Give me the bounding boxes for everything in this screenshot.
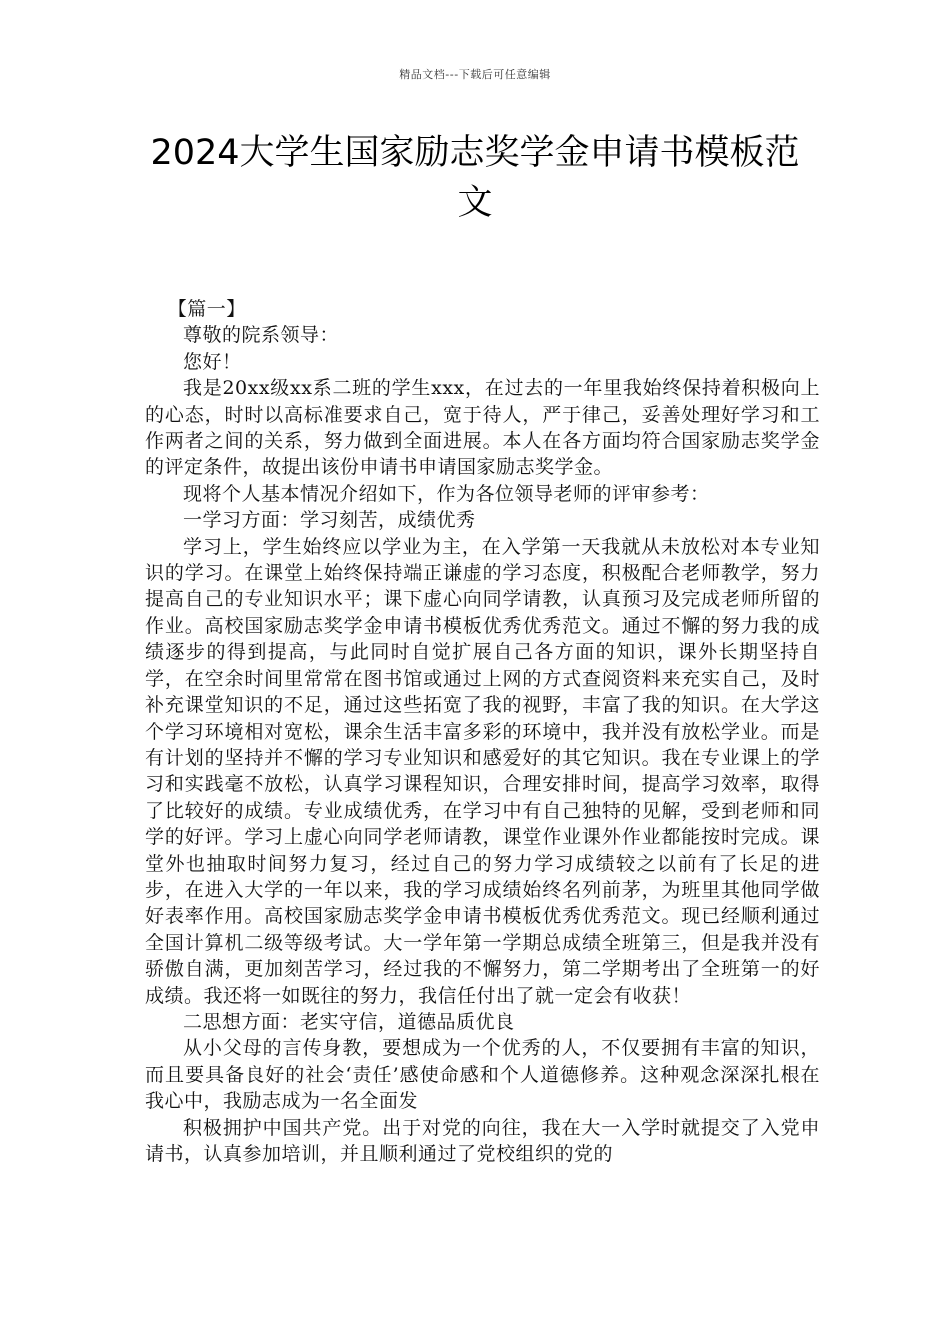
greeting: 您好！ xyxy=(183,350,242,373)
paragraph-intro: 我是20xx级xx系二班的学生xxx，在过去的一年里我始终保持着积极向上的心态，时时以高标准要求自己，宽于待人，严于律己，妥善处理好学习和工作两者之间的关系，努力做到全面进展。本人在各方面均符合国家励志奖学金的评定条件，故提出该份申请书申请国家励志奖学金。 xyxy=(145,377,820,479)
page-header: 精品文档---下载后可任意编辑 xyxy=(399,68,551,81)
subheading-study: 一学习方面：学习刻苦，成绩优秀 xyxy=(183,509,476,532)
paragraph-study: 学习上，学生始终应以学业为主，在入学第一天我就从未放松对本专业知识的学习。在课堂上始终保持端正谦虚的学习态度，积极配合老师教学，努力提高自己的专业知识水平；课下虚心向同学请教，认真预习及完成老师所留的作业。高校国家励志奖学金申请书模板优秀优秀范文。通过不懈的努力我的成绩逐步的得到提高，与此同时自觉扩展自己各方面的知识，课外长期坚持自学，在空余时间里常常在图书馆或通过上网的方式查阅资料来充实自己，及时补充课堂知识的不足，通过这些拓宽了我的视野，丰富了我的知识。在大学这个学习环境相对宽松，课余生活丰富多彩的环境中，我并没有放松学业。而是有计划的坚持并不懈的学习专业知识和感爱好的其它知识。我在专业课上的学习和实践毫不放松，认真学习课程知识，合理安排时间，提高学习效率，取得了比较好的成绩。专业成绩优秀，在学习中有自己独特的见解，受到老师和同学的好评。学习上虚心向同学老师请教，课堂作业课外作业都能按时完成。课堂外也抽取时间努力复习，经过自己的努力学习成绩较之以前有了长足的进步，在进入大学的一年以来，我的学习成绩始终名列前茅，为班里其他同学做好表率作用。高校国家励志奖学金申请书模板优秀优秀范文。现已经顺利通过全国计算机二级等级考试。大一学年第一学期总成绩全班第三，但是我并没有骄傲自满，更加刻苦学习，经过我的不懈努力，第二学期考出了全班第一的好成绩。我还将一如既往的努力，我信任付出了就一定会有收获！ xyxy=(145,535,820,1007)
section-heading: 【篇一】 xyxy=(167,298,246,320)
subheading-ideology: 二思想方面：老实守信，道德品质优良 xyxy=(183,1010,515,1033)
salutation: 尊敬的院系领导： xyxy=(183,324,340,347)
document-title: 2024大学生国家励志奖学金申请书模板范文 xyxy=(150,133,800,223)
paragraph-overview: 现将个人基本情况介绍如下，作为各位领导老师的评审参考： xyxy=(183,482,710,505)
paragraph-ideology: 从小父母的言传身教，要想成为一个优秀的人，不仅要拥有丰富的知识，而且要具备良好的社会‘责任’感使命感和个人道德修养。这种观念深深扎根在我心中，我励志成为一名全面发 xyxy=(145,1037,820,1113)
document-body xyxy=(145,296,820,1167)
paragraph-party: 积极拥护中国共产党。出于对党的向往，我在大一入学时就提交了入党申请书，认真参加培训，并且顺利通过了党校组织的党的 xyxy=(145,1116,820,1165)
